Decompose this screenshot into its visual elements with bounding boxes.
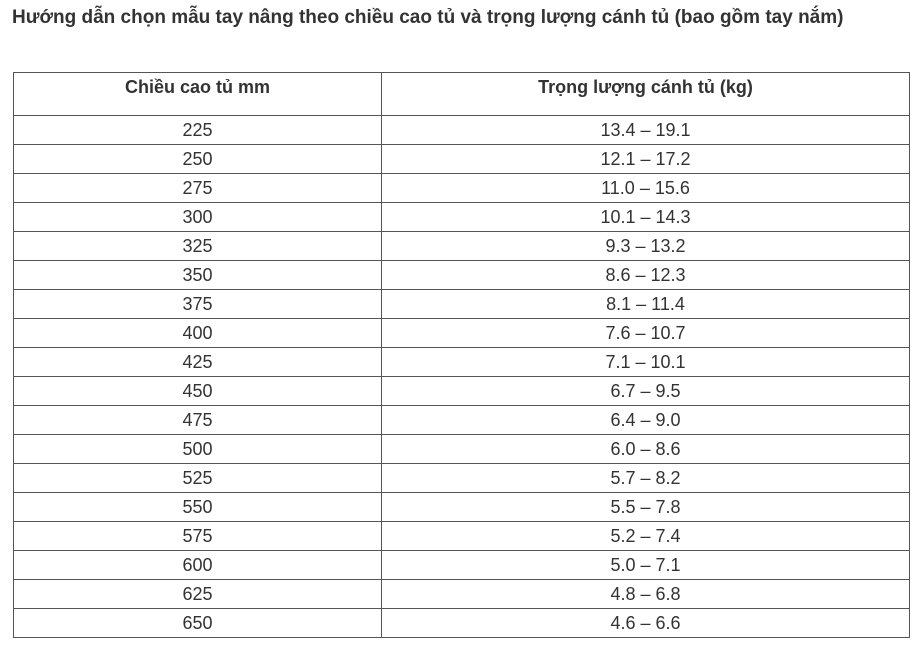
cabinet-height-cell: 325 — [14, 232, 382, 261]
cabinet-height-cell: 500 — [14, 435, 382, 464]
door-weight-cell: 8.1 – 11.4 — [382, 290, 910, 319]
table-row — [14, 174, 910, 203]
door-weight-cell: 5.5 – 7.8 — [382, 493, 910, 522]
page-title: Hướng dẫn chọn mẫu tay nâng theo chiều cao tủ và trọng lượng cánh tủ (bao gồm tay nắm) — [12, 7, 844, 28]
cabinet-height-cell: 450 — [14, 377, 382, 406]
door-weight-cell: 5.2 – 7.4 — [382, 522, 910, 551]
table-row — [14, 435, 910, 464]
table-row — [14, 464, 910, 493]
column-header-cabinet-height: Chiều cao tủ mm — [14, 73, 382, 116]
table-header — [14, 73, 910, 116]
door-weight-cell: 6.4 – 9.0 — [382, 406, 910, 435]
cabinet-height-cell: 300 — [14, 203, 382, 232]
door-weight-cell: 12.1 – 17.2 — [382, 145, 910, 174]
table-row — [14, 261, 910, 290]
table-row — [14, 319, 910, 348]
cabinet-height-cell: 225 — [14, 116, 382, 145]
door-weight-cell: 6.7 – 9.5 — [382, 377, 910, 406]
table-row — [14, 145, 910, 174]
cabinet-height-cell: 275 — [14, 174, 382, 203]
header-row — [14, 73, 910, 116]
door-weight-cell: 8.6 – 12.3 — [382, 261, 910, 290]
table-row — [14, 232, 910, 261]
door-weight-cell: 6.0 – 8.6 — [382, 435, 910, 464]
cabinet-height-cell: 375 — [14, 290, 382, 319]
cabinet-height-cell: 425 — [14, 348, 382, 377]
door-weight-cell: 13.4 – 19.1 — [382, 116, 910, 145]
cabinet-height-cell: 250 — [14, 145, 382, 174]
cabinet-height-cell: 575 — [14, 522, 382, 551]
height-weight-table — [13, 72, 910, 638]
table-row — [14, 609, 910, 638]
table-row — [14, 493, 910, 522]
door-weight-cell: 4.8 – 6.8 — [382, 580, 910, 609]
door-weight-cell: 7.1 – 10.1 — [382, 348, 910, 377]
table-row — [14, 522, 910, 551]
table-row — [14, 406, 910, 435]
door-weight-cell: 7.6 – 10.7 — [382, 319, 910, 348]
door-weight-cell: 5.7 – 8.2 — [382, 464, 910, 493]
column-header-door-weight: Trọng lượng cánh tủ (kg) — [382, 73, 910, 116]
cabinet-height-cell: 400 — [14, 319, 382, 348]
cabinet-height-cell: 475 — [14, 406, 382, 435]
table-row — [14, 203, 910, 232]
table-row — [14, 116, 910, 145]
door-weight-cell: 5.0 – 7.1 — [382, 551, 910, 580]
cabinet-height-cell: 525 — [14, 464, 382, 493]
table-row — [14, 290, 910, 319]
cabinet-height-cell: 650 — [14, 609, 382, 638]
table-row — [14, 348, 910, 377]
door-weight-cell: 9.3 – 13.2 — [382, 232, 910, 261]
door-weight-cell: 10.1 – 14.3 — [382, 203, 910, 232]
table-row — [14, 377, 910, 406]
cabinet-height-cell: 550 — [14, 493, 382, 522]
cabinet-height-cell: 350 — [14, 261, 382, 290]
table-row — [14, 551, 910, 580]
door-weight-cell: 4.6 – 6.6 — [382, 609, 910, 638]
cabinet-height-cell: 625 — [14, 580, 382, 609]
table-container — [13, 72, 909, 638]
cabinet-height-cell: 600 — [14, 551, 382, 580]
table-body — [14, 116, 910, 638]
door-weight-cell: 11.0 – 15.6 — [382, 174, 910, 203]
table-row — [14, 580, 910, 609]
